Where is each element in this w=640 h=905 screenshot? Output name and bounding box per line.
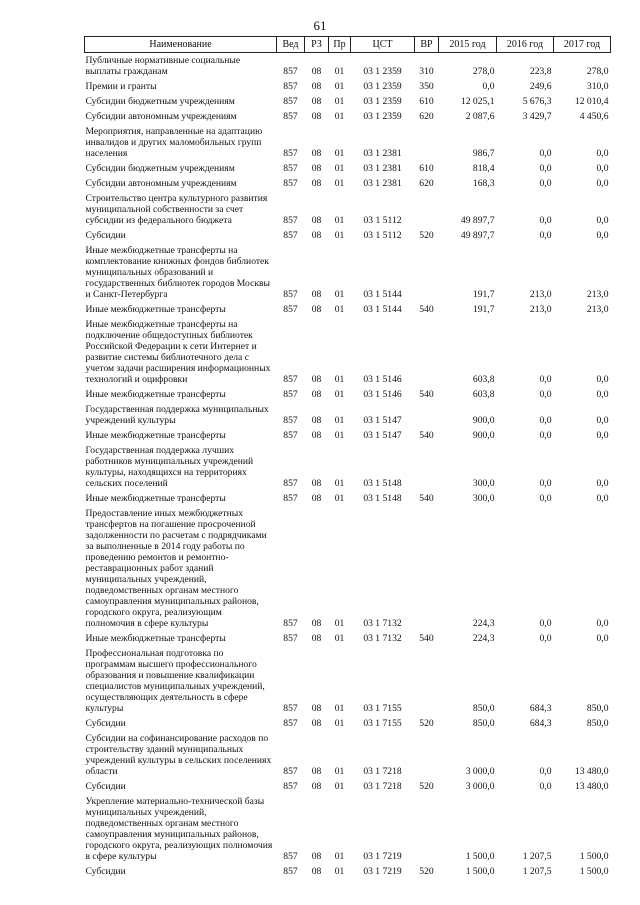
header-vr: ВР: [415, 37, 439, 53]
row-vr: 520: [419, 718, 434, 729]
row-2016: 1 207,5: [522, 851, 552, 862]
table-row: [85, 243, 611, 302]
row-2017: 0,0: [596, 493, 609, 504]
row-2016: 5 676,3: [522, 96, 552, 107]
row-pr: 01: [334, 389, 345, 400]
row-pr: 01: [334, 289, 345, 300]
row-ved: 857: [283, 389, 298, 400]
row-ved: 857: [283, 96, 298, 107]
header-rz: РЗ: [305, 37, 329, 53]
row-ved: 857: [283, 430, 298, 441]
row-cst: 03 1 5148: [363, 478, 402, 489]
row-2016: 249,6: [529, 81, 552, 92]
row-2016: 0,0: [539, 389, 552, 400]
row-2016: 3 429,7: [522, 111, 552, 122]
row-pr: 01: [334, 851, 345, 862]
row-ved: 857: [283, 163, 298, 174]
row-2016: 0,0: [539, 493, 552, 504]
row-2015: 900,0: [472, 415, 495, 426]
row-ved: 857: [283, 781, 298, 792]
row-2016: 213,0: [529, 304, 552, 315]
row-2015: 1 500,0: [465, 851, 495, 862]
row-2016: 0,0: [539, 430, 552, 441]
row-name: Субсидии на софинансирование расходов по строительству зданий муниципальных учреждений культуры в сельских поселениях области: [85, 733, 272, 777]
row-2016: 1 207,5: [522, 866, 552, 877]
row-rz: 08: [311, 289, 322, 300]
row-name: Предоставление иных межбюджетных трансфертов на погашение просроченной задолженности по расчетам с подрядчиками за выполненные в 2014 году работы по проведению ремонтов и ремонтно-реставрационных работ зданий муниципальных учреждений, подведомственных органам местного самоуправления муниципальных районов, городского округа, реализующим полномочия в сфере культуры: [85, 508, 267, 629]
table-row: [85, 317, 611, 387]
row-vr: [415, 124, 439, 161]
row-vr: [415, 243, 439, 302]
row-2017: 0,0: [596, 163, 609, 174]
row-2015: 49 897,7: [460, 215, 495, 226]
row-2017: 0,0: [596, 230, 609, 241]
table-row: [85, 161, 611, 176]
row-rz: 08: [311, 304, 322, 315]
row-ved: 857: [283, 66, 298, 77]
row-2017: 13 480,0: [574, 781, 609, 792]
table-row: [85, 124, 611, 161]
row-name: Государственная поддержка муниципальных учреждений культуры: [85, 404, 269, 426]
row-2015: 603,8: [472, 374, 495, 385]
row-name: Субсидии бюджетным учреждениям: [85, 96, 235, 107]
row-name: Субсидии: [85, 718, 126, 729]
row-2017: 4 450,6: [579, 111, 609, 122]
row-name: Премии и гранты: [85, 81, 157, 92]
row-2017: 0,0: [596, 618, 609, 629]
table-row: [85, 176, 611, 191]
row-2017: 278,0: [586, 66, 609, 77]
row-2016: 0,0: [539, 633, 552, 644]
row-2017: 12 010,4: [574, 96, 609, 107]
row-name: Иные межбюджетные трансферты: [85, 304, 226, 315]
row-pr: 01: [334, 781, 345, 792]
row-2016: 0,0: [539, 374, 552, 385]
table-row: [85, 53, 611, 80]
table-row: [85, 302, 611, 317]
row-name: Иные межбюджетные трансферты: [85, 493, 226, 504]
row-name: Иные межбюджетные трансферты на подключение общедоступных библиотек Российской Федерации к сети Интернет и развитие системы библиотечного дела с учетом задачи расширения информационных технологий и оцифровки: [85, 319, 271, 385]
row-2017: 310,0: [586, 81, 609, 92]
row-cst: 03 1 7219: [363, 866, 402, 877]
row-2015: 278,0: [472, 66, 495, 77]
row-2017: 0,0: [596, 374, 609, 385]
row-pr: 01: [334, 96, 345, 107]
table-row: [85, 402, 611, 428]
row-ved: 857: [283, 718, 298, 729]
table-row: [85, 506, 611, 631]
row-pr: 01: [334, 304, 345, 315]
table-row: [85, 646, 611, 716]
row-vr: [415, 191, 439, 228]
row-rz: 08: [311, 215, 322, 226]
header-cst: ЦСТ: [351, 37, 415, 53]
row-name: Иные межбюджетные трансферты: [85, 633, 226, 644]
row-cst: 03 1 7218: [363, 781, 402, 792]
row-cst: 03 1 5144: [363, 289, 402, 300]
row-ved: 857: [283, 111, 298, 122]
row-cst: 03 1 5147: [363, 415, 402, 426]
row-2017: 0,0: [596, 415, 609, 426]
row-2016: 0,0: [539, 178, 552, 189]
row-2017: 0,0: [596, 148, 609, 159]
row-name: Строительство центра культурного развития муниципальной собственности за счет субсидии из федерального бюджета: [85, 193, 268, 226]
row-cst: 03 1 7155: [363, 703, 402, 714]
header-2017: 2017 год: [554, 37, 611, 53]
row-2015: 850,0: [472, 718, 495, 729]
row-rz: 08: [311, 81, 322, 92]
page-number: 61: [313, 18, 327, 33]
row-pr: 01: [334, 866, 345, 877]
row-2015: 1 500,0: [465, 866, 495, 877]
table-row: [85, 794, 611, 864]
row-vr: [415, 317, 439, 387]
row-cst: 03 1 2359: [363, 111, 402, 122]
row-ved: 857: [283, 289, 298, 300]
row-2015: 3 000,0: [465, 766, 495, 777]
row-vr: [415, 443, 439, 491]
row-pr: 01: [334, 374, 345, 385]
row-vr: 310: [419, 66, 434, 77]
row-rz: 08: [311, 718, 322, 729]
row-ved: 857: [283, 703, 298, 714]
table-row: [85, 631, 611, 646]
row-rz: 08: [311, 148, 322, 159]
row-vr: [415, 646, 439, 716]
row-cst: 03 1 7132: [363, 633, 402, 644]
row-rz: 08: [311, 163, 322, 174]
table-row: [85, 79, 611, 94]
row-2017: 850,0: [586, 703, 609, 714]
row-ved: 857: [283, 766, 298, 777]
row-2015: 0,0: [482, 81, 495, 92]
table-row: [85, 731, 611, 779]
row-vr: 540: [419, 430, 434, 441]
row-2015: 191,7: [472, 304, 495, 315]
row-rz: 08: [311, 866, 322, 877]
table-row: [85, 191, 611, 228]
row-vr: 610: [419, 96, 434, 107]
row-rz: 08: [311, 66, 322, 77]
row-pr: 01: [334, 111, 345, 122]
row-vr: 620: [419, 178, 434, 189]
row-ved: 857: [283, 493, 298, 504]
row-2017: 0,0: [596, 430, 609, 441]
row-2017: 0,0: [596, 478, 609, 489]
row-rz: 08: [311, 111, 322, 122]
row-cst: 03 1 7132: [363, 618, 402, 629]
row-pr: 01: [334, 493, 345, 504]
row-rz: 08: [311, 851, 322, 862]
row-2016: 223,8: [529, 66, 552, 77]
row-name: Субсидии: [85, 781, 126, 792]
row-2016: 0,0: [539, 148, 552, 159]
row-name: Публичные нормативные социальные выплаты гражданам: [85, 55, 241, 77]
row-pr: 01: [334, 163, 345, 174]
row-pr: 01: [334, 478, 345, 489]
table-row: [85, 716, 611, 731]
row-2017: 0,0: [596, 178, 609, 189]
row-vr: 540: [419, 389, 434, 400]
row-vr: [415, 794, 439, 864]
row-2015: 224,3: [472, 618, 495, 629]
row-2015: 603,8: [472, 389, 495, 400]
table-row: [85, 228, 611, 243]
row-2015: 2 087,6: [465, 111, 495, 122]
header-ved: Вед: [277, 37, 305, 53]
table-row: [85, 428, 611, 443]
row-rz: 08: [311, 178, 322, 189]
row-rz: 08: [311, 618, 322, 629]
row-pr: 01: [334, 148, 345, 159]
table-row: [85, 94, 611, 109]
header-2015: 2015 год: [439, 37, 497, 53]
row-pr: 01: [334, 766, 345, 777]
row-cst: 03 1 2381: [363, 148, 402, 159]
row-rz: 08: [311, 781, 322, 792]
row-cst: 03 1 5144: [363, 304, 402, 315]
row-pr: 01: [334, 230, 345, 241]
row-ved: 857: [283, 478, 298, 489]
row-cst: 03 1 5147: [363, 430, 402, 441]
row-vr: [415, 402, 439, 428]
table-header-row: [85, 37, 611, 53]
row-name: Иные межбюджетные трансферты: [85, 430, 226, 441]
row-pr: 01: [334, 415, 345, 426]
row-vr: 520: [419, 866, 434, 877]
row-rz: 08: [311, 430, 322, 441]
row-2017: 1 500,0: [579, 851, 609, 862]
table-row: [85, 109, 611, 124]
row-pr: 01: [334, 703, 345, 714]
row-pr: 01: [334, 178, 345, 189]
row-2015: 300,0: [472, 478, 495, 489]
row-vr: 350: [419, 81, 434, 92]
row-ved: 857: [283, 148, 298, 159]
row-cst: 03 1 7155: [363, 718, 402, 729]
row-cst: 03 1 2381: [363, 163, 402, 174]
row-2015: 300,0: [472, 493, 495, 504]
row-cst: 03 1 7218: [363, 766, 402, 777]
table-row: [85, 864, 611, 879]
row-2016: 0,0: [539, 163, 552, 174]
row-name: Иные межбюджетные трансферты: [85, 389, 226, 400]
budget-table: [84, 36, 611, 879]
row-2015: 850,0: [472, 703, 495, 714]
row-cst: 03 1 5148: [363, 493, 402, 504]
row-rz: 08: [311, 230, 322, 241]
row-vr: 520: [419, 781, 434, 792]
row-vr: [415, 506, 439, 631]
row-rz: 08: [311, 415, 322, 426]
row-cst: 03 1 2359: [363, 96, 402, 107]
row-vr: 540: [419, 304, 434, 315]
row-ved: 857: [283, 851, 298, 862]
row-2016: 0,0: [539, 781, 552, 792]
row-name: Субсидии: [85, 866, 126, 877]
table-body: [85, 53, 611, 880]
row-2017: 0,0: [596, 215, 609, 226]
row-2017: 0,0: [596, 389, 609, 400]
row-vr: 610: [419, 163, 434, 174]
row-cst: 03 1 5112: [363, 230, 402, 241]
row-2015: 49 897,7: [460, 230, 495, 241]
row-2017: 850,0: [586, 718, 609, 729]
row-2016: 684,3: [529, 718, 552, 729]
row-name: Профессиональная подготовка по программам высшего профессионального образования и повышение квалификации специалистов муниципальных учреждений, осуществляющих деятельность в сфере культуры: [85, 648, 265, 714]
row-name: Субсидии бюджетным учреждениям: [85, 163, 235, 174]
row-pr: 01: [334, 618, 345, 629]
row-rz: 08: [311, 766, 322, 777]
row-name: Субсидии автономным учреждениям: [85, 111, 237, 122]
row-2016: 684,3: [529, 703, 552, 714]
row-2016: 0,0: [539, 618, 552, 629]
row-vr: 540: [419, 493, 434, 504]
row-2017: 213,0: [586, 289, 609, 300]
row-2015: 986,7: [472, 148, 495, 159]
row-pr: 01: [334, 81, 345, 92]
row-cst: 03 1 5146: [363, 374, 402, 385]
row-cst: 03 1 7219: [363, 851, 402, 862]
row-ved: 857: [283, 374, 298, 385]
row-vr: [415, 731, 439, 779]
row-2016: 0,0: [539, 766, 552, 777]
row-rz: 08: [311, 633, 322, 644]
row-name: Иные межбюджетные трансферты на комплектование книжных фондов библиотек муниципальных образований и государственных библиотек городов Москвы и Санкт-Петербурга: [85, 245, 270, 300]
row-name: Мероприятия, направленные на адаптацию инвалидов и других маломобильных групп населения: [85, 126, 263, 159]
row-cst: 03 1 2359: [363, 66, 402, 77]
row-ved: 857: [283, 866, 298, 877]
row-ved: 857: [283, 230, 298, 241]
row-vr: 620: [419, 111, 434, 122]
row-name: Государственная поддержка лучших работников муниципальных учреждений культуры, находящихся на территориях сельских поселений: [85, 445, 254, 489]
row-name: Субсидии: [85, 230, 126, 241]
row-2017: 1 500,0: [579, 866, 609, 877]
row-rz: 08: [311, 374, 322, 385]
row-ved: 857: [283, 618, 298, 629]
row-ved: 857: [283, 215, 298, 226]
row-2016: 0,0: [539, 415, 552, 426]
header-name: Наименование: [85, 37, 277, 53]
row-rz: 08: [311, 703, 322, 714]
row-2015: 900,0: [472, 430, 495, 441]
row-ved: 857: [283, 178, 298, 189]
table-row: [85, 387, 611, 402]
row-2016: 0,0: [539, 215, 552, 226]
row-2017: 13 480,0: [574, 766, 609, 777]
row-cst: 03 1 2359: [363, 81, 402, 92]
row-2015: 12 025,1: [460, 96, 495, 107]
row-rz: 08: [311, 478, 322, 489]
row-2015: 818,4: [472, 163, 495, 174]
row-pr: 01: [334, 215, 345, 226]
row-pr: 01: [334, 66, 345, 77]
row-rz: 08: [311, 493, 322, 504]
row-ved: 857: [283, 633, 298, 644]
row-2015: 3 000,0: [465, 781, 495, 792]
row-2016: 213,0: [529, 289, 552, 300]
row-pr: 01: [334, 633, 345, 644]
table-row: [85, 491, 611, 506]
row-2017: 213,0: [586, 304, 609, 315]
row-2015: 224,3: [472, 633, 495, 644]
table-row: [85, 779, 611, 794]
row-name: Субсидии автономным учреждениям: [85, 178, 237, 189]
row-2015: 168,3: [472, 178, 495, 189]
row-ved: 857: [283, 415, 298, 426]
row-rz: 08: [311, 389, 322, 400]
row-rz: 08: [311, 96, 322, 107]
row-pr: 01: [334, 718, 345, 729]
row-pr: 01: [334, 430, 345, 441]
table-row: [85, 443, 611, 491]
row-2017: 0,0: [596, 633, 609, 644]
row-vr: 520: [419, 230, 434, 241]
row-name: Укрепление материально-технической базы муниципальных учреждений, подведомственных органам местного самоуправления муниципальных районов, городского округа, реализующих полномочия в сфере культуры: [85, 796, 273, 862]
row-2016: 0,0: [539, 230, 552, 241]
row-vr: 540: [419, 633, 434, 644]
row-ved: 857: [283, 81, 298, 92]
row-cst: 03 1 5112: [363, 215, 402, 226]
row-2016: 0,0: [539, 478, 552, 489]
row-2015: 191,7: [472, 289, 495, 300]
row-cst: 03 1 2381: [363, 178, 402, 189]
header-2016: 2016 год: [497, 37, 554, 53]
header-pr: Пр: [329, 37, 351, 53]
row-ved: 857: [283, 304, 298, 315]
row-cst: 03 1 5146: [363, 389, 402, 400]
